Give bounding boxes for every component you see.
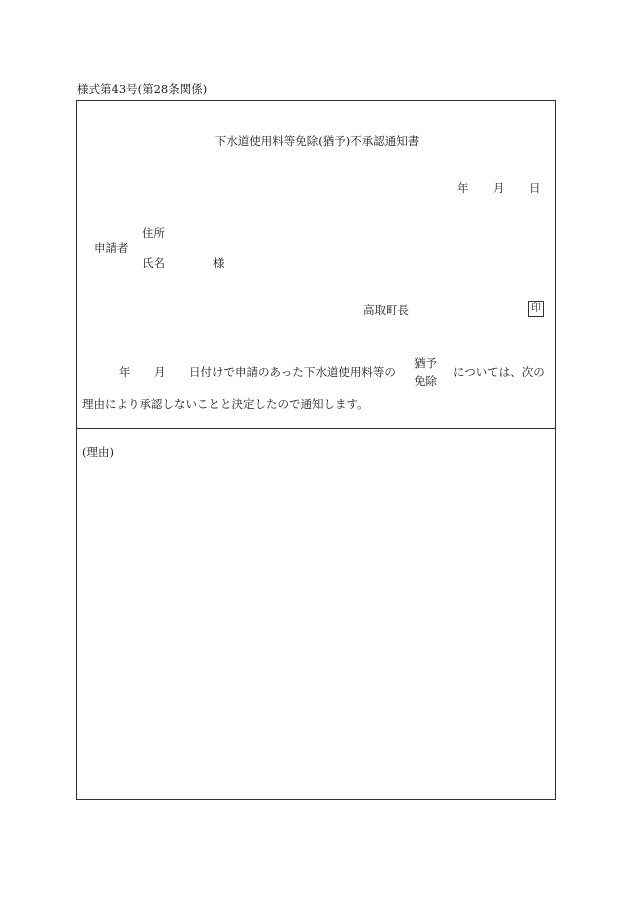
notice-form: [76, 100, 556, 800]
name-label: 氏名: [142, 256, 165, 270]
applicant-label: 申請者: [94, 241, 129, 255]
body-text-line2: 理由により承認しないことと決定したので通知します。: [82, 397, 369, 411]
body-year-label: 年: [119, 365, 131, 379]
choice-deferral: 猶予: [414, 356, 437, 370]
date-year-label: 年: [457, 181, 469, 195]
date-month-label: 月: [493, 181, 505, 195]
body-text-before: 日付けで申請のあった下水道使用料等の: [189, 365, 396, 379]
form-number: 様式第43号(第28条関係): [77, 82, 208, 96]
address-label: 住所: [142, 226, 165, 240]
date-day-label: 日: [529, 181, 541, 195]
seal-mark: 印: [528, 301, 544, 317]
body-text-after: については、次の: [453, 365, 545, 379]
section-divider: [77, 428, 555, 429]
reason-label: (理由): [82, 445, 114, 459]
honorific: 様: [213, 256, 225, 270]
issuer-title: 高取町長: [363, 303, 409, 317]
document-title: 下水道使用料等免除(猶予)不承認通知書: [214, 134, 420, 148]
body-month-label: 月: [154, 365, 166, 379]
choice-exemption: 免除: [414, 374, 437, 388]
